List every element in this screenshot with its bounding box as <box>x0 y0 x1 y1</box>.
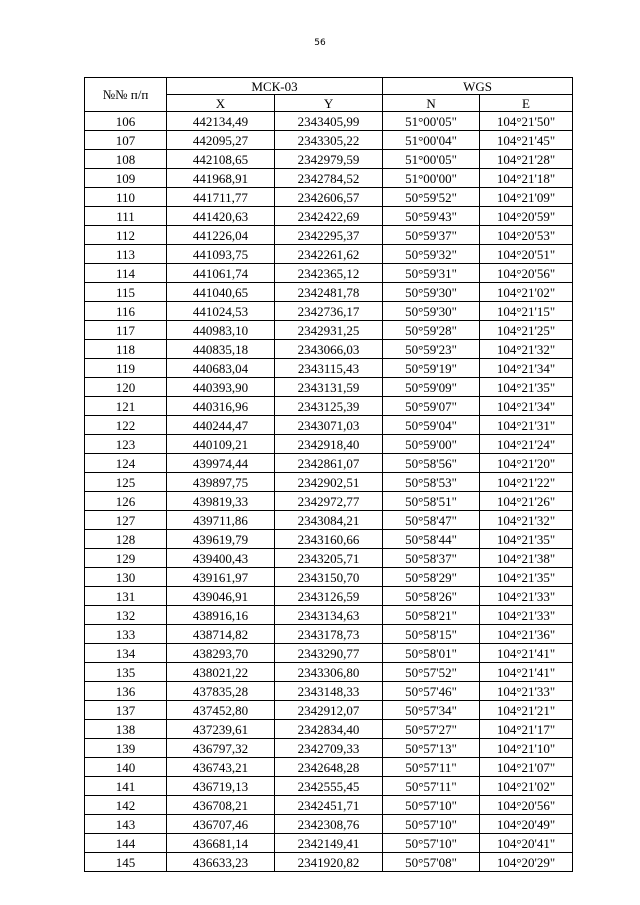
cell-y: 2341920,82 <box>275 853 383 872</box>
cell-point-number: 140 <box>85 758 167 777</box>
cell-point-number: 108 <box>85 150 167 169</box>
table-row <box>85 359 573 378</box>
cell-x: 436708,21 <box>167 796 275 815</box>
cell-y: 2343150,70 <box>275 568 383 587</box>
cell-point-number: 107 <box>85 131 167 150</box>
cell-x: 440109,21 <box>167 435 275 454</box>
table-row <box>85 150 573 169</box>
cell-point-number: 115 <box>85 283 167 302</box>
cell-y: 2343306,80 <box>275 663 383 682</box>
cell-n: 50°59'52" <box>383 188 480 207</box>
cell-n: 50°58'15" <box>383 625 480 644</box>
cell-x: 439711,86 <box>167 511 275 530</box>
cell-x: 442134,49 <box>167 112 275 131</box>
cell-x: 438293,70 <box>167 644 275 663</box>
cell-point-number: 120 <box>85 378 167 397</box>
cell-x: 440316,96 <box>167 397 275 416</box>
table-row <box>85 530 573 549</box>
cell-x: 437835,28 <box>167 682 275 701</box>
cell-y: 2343084,21 <box>275 511 383 530</box>
cell-point-number: 136 <box>85 682 167 701</box>
cell-point-number: 124 <box>85 454 167 473</box>
table-row <box>85 758 573 777</box>
table-row <box>85 739 573 758</box>
cell-y: 2342555,45 <box>275 777 383 796</box>
header-point-number: №№ п/п <box>85 78 167 112</box>
table-row <box>85 777 573 796</box>
cell-point-number: 117 <box>85 321 167 340</box>
cell-e: 104°21'25" <box>480 321 573 340</box>
cell-x: 439974,44 <box>167 454 275 473</box>
cell-x: 442108,65 <box>167 150 275 169</box>
cell-e: 104°21'33" <box>480 682 573 701</box>
cell-n: 50°57'27" <box>383 720 480 739</box>
cell-n: 50°59'07" <box>383 397 480 416</box>
table-row <box>85 549 573 568</box>
table-row <box>85 682 573 701</box>
cell-x: 436681,14 <box>167 834 275 853</box>
cell-y: 2343131,59 <box>275 378 383 397</box>
cell-x: 436707,46 <box>167 815 275 834</box>
cell-e: 104°21'34" <box>480 359 573 378</box>
cell-point-number: 131 <box>85 587 167 606</box>
table-row <box>85 302 573 321</box>
cell-y: 2343205,71 <box>275 549 383 568</box>
table-row <box>85 188 573 207</box>
table-row <box>85 511 573 530</box>
table-row <box>85 701 573 720</box>
cell-point-number: 123 <box>85 435 167 454</box>
cell-y: 2343148,33 <box>275 682 383 701</box>
cell-point-number: 138 <box>85 720 167 739</box>
cell-point-number: 145 <box>85 853 167 872</box>
table-row <box>85 245 573 264</box>
cell-y: 2342736,17 <box>275 302 383 321</box>
table-row <box>85 720 573 739</box>
cell-y: 2342606,57 <box>275 188 383 207</box>
cell-point-number: 121 <box>85 397 167 416</box>
cell-n: 50°57'10" <box>383 834 480 853</box>
header-col-y: Y <box>275 95 383 112</box>
cell-e: 104°20'49" <box>480 815 573 834</box>
cell-e: 104°21'35" <box>480 378 573 397</box>
cell-n: 50°59'19" <box>383 359 480 378</box>
cell-y: 2342861,07 <box>275 454 383 473</box>
cell-n: 51°00'05" <box>383 112 480 131</box>
cell-x: 436719,13 <box>167 777 275 796</box>
cell-x: 436797,32 <box>167 739 275 758</box>
cell-point-number: 109 <box>85 169 167 188</box>
cell-x: 441420,63 <box>167 207 275 226</box>
cell-n: 50°59'23" <box>383 340 480 359</box>
table-row <box>85 264 573 283</box>
table-row <box>85 473 573 492</box>
cell-e: 104°21'34" <box>480 397 573 416</box>
cell-x: 440835,18 <box>167 340 275 359</box>
cell-point-number: 143 <box>85 815 167 834</box>
cell-e: 104°20'29" <box>480 853 573 872</box>
table-row <box>85 397 573 416</box>
cell-n: 51°00'05" <box>383 150 480 169</box>
cell-y: 2342912,07 <box>275 701 383 720</box>
cell-n: 50°59'31" <box>383 264 480 283</box>
table-row <box>85 112 573 131</box>
cell-y: 2343126,59 <box>275 587 383 606</box>
cell-n: 50°57'10" <box>383 815 480 834</box>
table-row <box>85 378 573 397</box>
cell-y: 2342422,69 <box>275 207 383 226</box>
cell-e: 104°21'21" <box>480 701 573 720</box>
cell-e: 104°21'36" <box>480 625 573 644</box>
cell-e: 104°21'32" <box>480 340 573 359</box>
cell-y: 2342784,52 <box>275 169 383 188</box>
cell-x: 440393,90 <box>167 378 275 397</box>
cell-n: 50°59'30" <box>383 283 480 302</box>
cell-n: 50°57'34" <box>383 701 480 720</box>
cell-y: 2343405,99 <box>275 112 383 131</box>
cell-x: 439897,75 <box>167 473 275 492</box>
cell-point-number: 116 <box>85 302 167 321</box>
cell-e: 104°20'59" <box>480 207 573 226</box>
cell-x: 436633,23 <box>167 853 275 872</box>
cell-x: 440244,47 <box>167 416 275 435</box>
cell-n: 50°58'47" <box>383 511 480 530</box>
cell-x: 438021,22 <box>167 663 275 682</box>
cell-e: 104°21'28" <box>480 150 573 169</box>
cell-y: 2342918,40 <box>275 435 383 454</box>
cell-y: 2342365,12 <box>275 264 383 283</box>
table-row <box>85 796 573 815</box>
cell-point-number: 139 <box>85 739 167 758</box>
cell-point-number: 114 <box>85 264 167 283</box>
cell-y: 2343115,43 <box>275 359 383 378</box>
table-row <box>85 169 573 188</box>
cell-n: 50°59'30" <box>383 302 480 321</box>
cell-point-number: 134 <box>85 644 167 663</box>
table-row <box>85 815 573 834</box>
header-col-e: E <box>480 95 573 112</box>
cell-e: 104°21'35" <box>480 568 573 587</box>
cell-point-number: 119 <box>85 359 167 378</box>
header-row-groups <box>85 78 573 95</box>
cell-n: 50°59'28" <box>383 321 480 340</box>
cell-e: 104°21'20" <box>480 454 573 473</box>
cell-n: 50°58'26" <box>383 587 480 606</box>
cell-e: 104°21'22" <box>480 473 573 492</box>
cell-e: 104°21'41" <box>480 663 573 682</box>
cell-point-number: 132 <box>85 606 167 625</box>
cell-x: 440983,10 <box>167 321 275 340</box>
table-row <box>85 587 573 606</box>
cell-e: 104°20'41" <box>480 834 573 853</box>
cell-point-number: 112 <box>85 226 167 245</box>
cell-e: 104°21'33" <box>480 606 573 625</box>
cell-e: 104°21'15" <box>480 302 573 321</box>
cell-y: 2342308,76 <box>275 815 383 834</box>
table-row <box>85 568 573 587</box>
cell-n: 50°57'46" <box>383 682 480 701</box>
cell-x: 439819,33 <box>167 492 275 511</box>
cell-point-number: 111 <box>85 207 167 226</box>
table-row <box>85 853 573 872</box>
cell-n: 50°59'37" <box>383 226 480 245</box>
cell-x: 436743,21 <box>167 758 275 777</box>
cell-point-number: 128 <box>85 530 167 549</box>
cell-e: 104°20'53" <box>480 226 573 245</box>
cell-y: 2342931,25 <box>275 321 383 340</box>
cell-y: 2343125,39 <box>275 397 383 416</box>
cell-e: 104°21'18" <box>480 169 573 188</box>
cell-n: 50°58'29" <box>383 568 480 587</box>
cell-point-number: 122 <box>85 416 167 435</box>
cell-e: 104°20'56" <box>480 796 573 815</box>
cell-n: 50°58'01" <box>383 644 480 663</box>
cell-e: 104°21'35" <box>480 530 573 549</box>
cell-point-number: 118 <box>85 340 167 359</box>
cell-point-number: 113 <box>85 245 167 264</box>
cell-n: 50°59'43" <box>383 207 480 226</box>
cell-y: 2343305,22 <box>275 131 383 150</box>
cell-y: 2342902,51 <box>275 473 383 492</box>
cell-y: 2343134,63 <box>275 606 383 625</box>
cell-x: 441040,65 <box>167 283 275 302</box>
cell-point-number: 110 <box>85 188 167 207</box>
cell-n: 50°58'44" <box>383 530 480 549</box>
cell-e: 104°21'17" <box>480 720 573 739</box>
cell-n: 50°58'53" <box>383 473 480 492</box>
cell-y: 2343066,03 <box>275 340 383 359</box>
cell-x: 440683,04 <box>167 359 275 378</box>
cell-e: 104°21'09" <box>480 188 573 207</box>
cell-n: 50°57'08" <box>383 853 480 872</box>
cell-e: 104°21'24" <box>480 435 573 454</box>
cell-e: 104°21'32" <box>480 511 573 530</box>
cell-n: 50°57'13" <box>383 739 480 758</box>
cell-x: 438916,16 <box>167 606 275 625</box>
cell-e: 104°21'10" <box>480 739 573 758</box>
cell-x: 437239,61 <box>167 720 275 739</box>
cell-e: 104°21'07" <box>480 758 573 777</box>
table-row <box>85 625 573 644</box>
cell-x: 441093,75 <box>167 245 275 264</box>
cell-x: 441226,04 <box>167 226 275 245</box>
cell-n: 50°57'52" <box>383 663 480 682</box>
cell-point-number: 135 <box>85 663 167 682</box>
header-group-msk: МСК-03 <box>167 78 383 95</box>
cell-n: 50°59'09" <box>383 378 480 397</box>
cell-n: 50°58'21" <box>383 606 480 625</box>
cell-n: 50°58'56" <box>383 454 480 473</box>
header-group-wgs: WGS <box>383 78 573 95</box>
cell-x: 441061,74 <box>167 264 275 283</box>
cell-e: 104°21'26" <box>480 492 573 511</box>
table-row <box>85 663 573 682</box>
cell-n: 50°57'10" <box>383 796 480 815</box>
cell-y: 2342451,71 <box>275 796 383 815</box>
cell-point-number: 129 <box>85 549 167 568</box>
cell-y: 2343071,03 <box>275 416 383 435</box>
table-row <box>85 492 573 511</box>
cell-y: 2342972,77 <box>275 492 383 511</box>
table-row <box>85 606 573 625</box>
cell-x: 439161,97 <box>167 568 275 587</box>
table-body <box>85 112 573 872</box>
cell-y: 2342834,40 <box>275 720 383 739</box>
cell-e: 104°21'33" <box>480 587 573 606</box>
cell-y: 2343160,66 <box>275 530 383 549</box>
cell-e: 104°21'02" <box>480 777 573 796</box>
cell-x: 439619,79 <box>167 530 275 549</box>
cell-y: 2342709,33 <box>275 739 383 758</box>
cell-point-number: 126 <box>85 492 167 511</box>
table-row <box>85 834 573 853</box>
table-row <box>85 131 573 150</box>
cell-n: 50°59'32" <box>383 245 480 264</box>
cell-x: 439046,91 <box>167 587 275 606</box>
cell-y: 2343290,77 <box>275 644 383 663</box>
cell-e: 104°21'45" <box>480 131 573 150</box>
cell-e: 104°21'41" <box>480 644 573 663</box>
cell-y: 2342481,78 <box>275 283 383 302</box>
cell-y: 2343178,73 <box>275 625 383 644</box>
cell-n: 50°59'00" <box>383 435 480 454</box>
cell-e: 104°21'31" <box>480 416 573 435</box>
cell-x: 441711,77 <box>167 188 275 207</box>
cell-point-number: 144 <box>85 834 167 853</box>
table-row <box>85 416 573 435</box>
cell-point-number: 106 <box>85 112 167 131</box>
cell-e: 104°21'38" <box>480 549 573 568</box>
cell-x: 438714,82 <box>167 625 275 644</box>
header-col-n: N <box>383 95 480 112</box>
cell-point-number: 130 <box>85 568 167 587</box>
table-row <box>85 283 573 302</box>
cell-y: 2342295,37 <box>275 226 383 245</box>
cell-point-number: 137 <box>85 701 167 720</box>
cell-x: 441024,53 <box>167 302 275 321</box>
page-number: 56 <box>314 38 326 48</box>
cell-e: 104°20'51" <box>480 245 573 264</box>
cell-y: 2342979,59 <box>275 150 383 169</box>
cell-point-number: 125 <box>85 473 167 492</box>
table-row <box>85 321 573 340</box>
cell-point-number: 133 <box>85 625 167 644</box>
table-row <box>85 207 573 226</box>
cell-n: 51°00'04" <box>383 131 480 150</box>
cell-x: 442095,27 <box>167 131 275 150</box>
cell-e: 104°20'56" <box>480 264 573 283</box>
cell-n: 50°57'11" <box>383 777 480 796</box>
table-row <box>85 435 573 454</box>
cell-n: 50°57'11" <box>383 758 480 777</box>
table-row <box>85 644 573 663</box>
table-row <box>85 340 573 359</box>
cell-n: 50°58'51" <box>383 492 480 511</box>
table-row <box>85 226 573 245</box>
table-header <box>85 78 573 112</box>
cell-x: 439400,43 <box>167 549 275 568</box>
cell-y: 2342149,41 <box>275 834 383 853</box>
cell-x: 441968,91 <box>167 169 275 188</box>
table-row <box>85 454 573 473</box>
cell-e: 104°21'02" <box>480 283 573 302</box>
cell-n: 50°58'37" <box>383 549 480 568</box>
cell-point-number: 142 <box>85 796 167 815</box>
cell-y: 2342261,62 <box>275 245 383 264</box>
cell-e: 104°21'50" <box>480 112 573 131</box>
cell-x: 437452,80 <box>167 701 275 720</box>
cell-y: 2342648,28 <box>275 758 383 777</box>
header-col-x: X <box>167 95 275 112</box>
cell-n: 50°59'04" <box>383 416 480 435</box>
cell-point-number: 127 <box>85 511 167 530</box>
cell-point-number: 141 <box>85 777 167 796</box>
cell-n: 51°00'00" <box>383 169 480 188</box>
coordinates-table <box>84 77 573 872</box>
